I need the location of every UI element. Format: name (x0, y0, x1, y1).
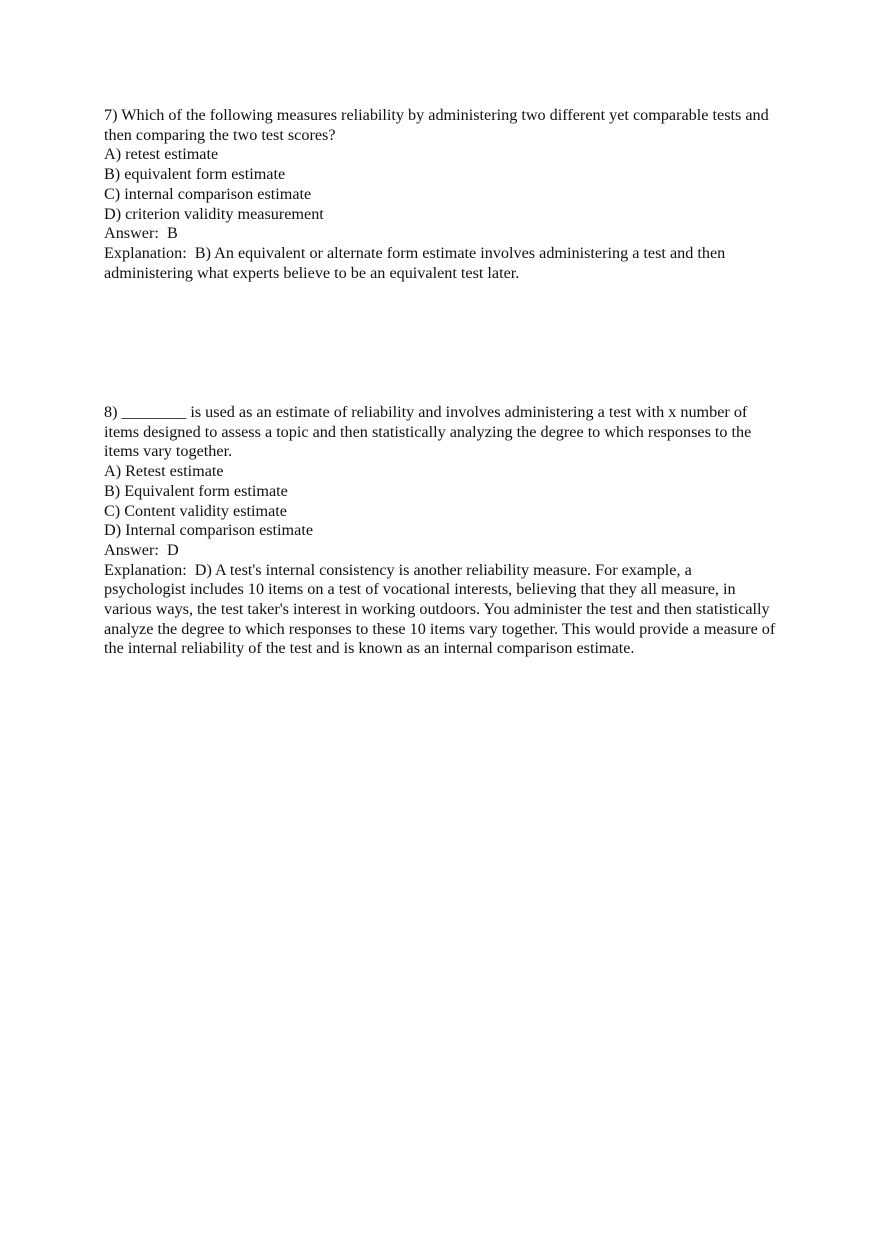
option-b: B) Equivalent form estimate (104, 481, 288, 500)
option-d: D) criterion validity measurement (104, 204, 324, 223)
option-c: C) Content validity estimate (104, 501, 287, 520)
answer: Answer: D (104, 540, 179, 559)
question-stem: 7) Which of the following measures reliability by administering two different yet comparable tests and then comparing the two test scores? (104, 106, 773, 144)
question-8 (104, 403, 780, 659)
option-a: A) retest estimate (104, 145, 219, 164)
answer: Answer: B (104, 224, 178, 243)
option-c: C) internal comparison estimate (104, 184, 312, 203)
question-stem: 8) ________ is used as an estimate of reliability and involves administering a test with x number of items designed to assess a topic and then statistically analyzing the degree to which responses to the items vary together. (104, 403, 756, 461)
explanation: Explanation: B) An equivalent or alternate form estimate involves administering a test and then administering what experts believe to be an equivalent test later. (104, 243, 730, 282)
option-a: A) Retest estimate (104, 462, 224, 481)
option-b: B) equivalent form estimate (104, 165, 286, 184)
explanation: Explanation: D) A test's internal consistency is another reliability measure. For example, a psychologist includes 10 items on a test of vocational interests, believing that they all measure, in various ways, the test taker's interest in working outdoors. You administer the test and then statistically analyze the degree to which responses to these 10 items vary together. This would provide a measure of the internal reliability of the test and is known as an internal comparison estimate. (104, 560, 780, 658)
question-7 (104, 106, 776, 283)
option-d: D) Internal comparison estimate (104, 521, 314, 540)
